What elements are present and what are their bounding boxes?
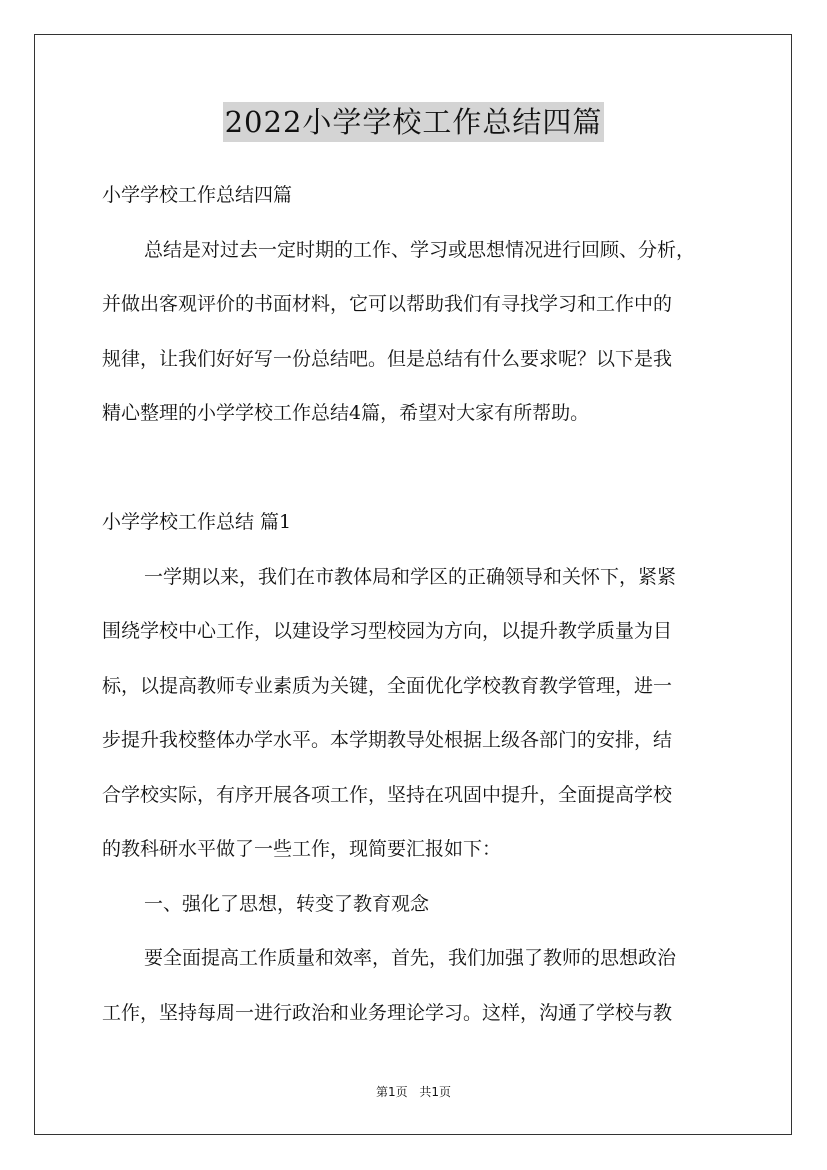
document-title: 2022小学学校工作总结四篇 [223,102,605,142]
document-body [102,168,734,1040]
text-line: 标，以提高教师专业素质为关键，全面优化学校教育教学管理，进一 [102,674,673,697]
text-line: 精心整理的小学学校工作总结4篇，希望对大家有所帮助。 [102,402,590,424]
text-line: 一、强化了思想，转变了教育观念 [144,892,430,915]
text-line: 小学学校工作总结四篇 [102,184,293,206]
page-total: 共1页 [419,1085,452,1099]
text-line: 的教科研水平做了一些工作，现简要汇报如下： [102,838,502,860]
text-line: 小学学校工作总结 篇1 [102,511,292,533]
page-current: 第1页 [375,1085,408,1099]
text-line: 并做出客观评价的书面材料，它可以帮助我们有寻找学习和工作中的 [102,293,673,315]
page-footer [0,1083,827,1100]
text-line: 一学期以来，我们在市教体局和学区的正确领导和关怀下，紧紧 [144,565,677,588]
blank-line [102,441,734,496]
text-line: 步提升我校整体办学水平。本学期教导处根据上级各部门的安排，结 [102,729,673,751]
text-line: 工作，坚持每周一进行政治和业务理论学习。这样，沟通了学校与教 [102,1001,673,1024]
text-line: 要全面提高工作质量和效率，首先，我们加强了教师的思想政治 [144,947,677,969]
document-title-wrap [0,102,827,142]
text-line: 围绕学校中心工作，以建设学习型校园为方向，以提升教学质量为目 [102,620,673,642]
text-line: 总结是对过去一定时期的工作、学习或思想情况进行回顾、分析， [144,238,696,261]
text-line: 合学校实际，有序开展各项工作，坚持在巩固中提升，全面提高学校 [102,783,673,806]
text-line: 规律，让我们好好写一份总结吧。但是总结有什么要求呢？以下是我 [102,347,673,370]
